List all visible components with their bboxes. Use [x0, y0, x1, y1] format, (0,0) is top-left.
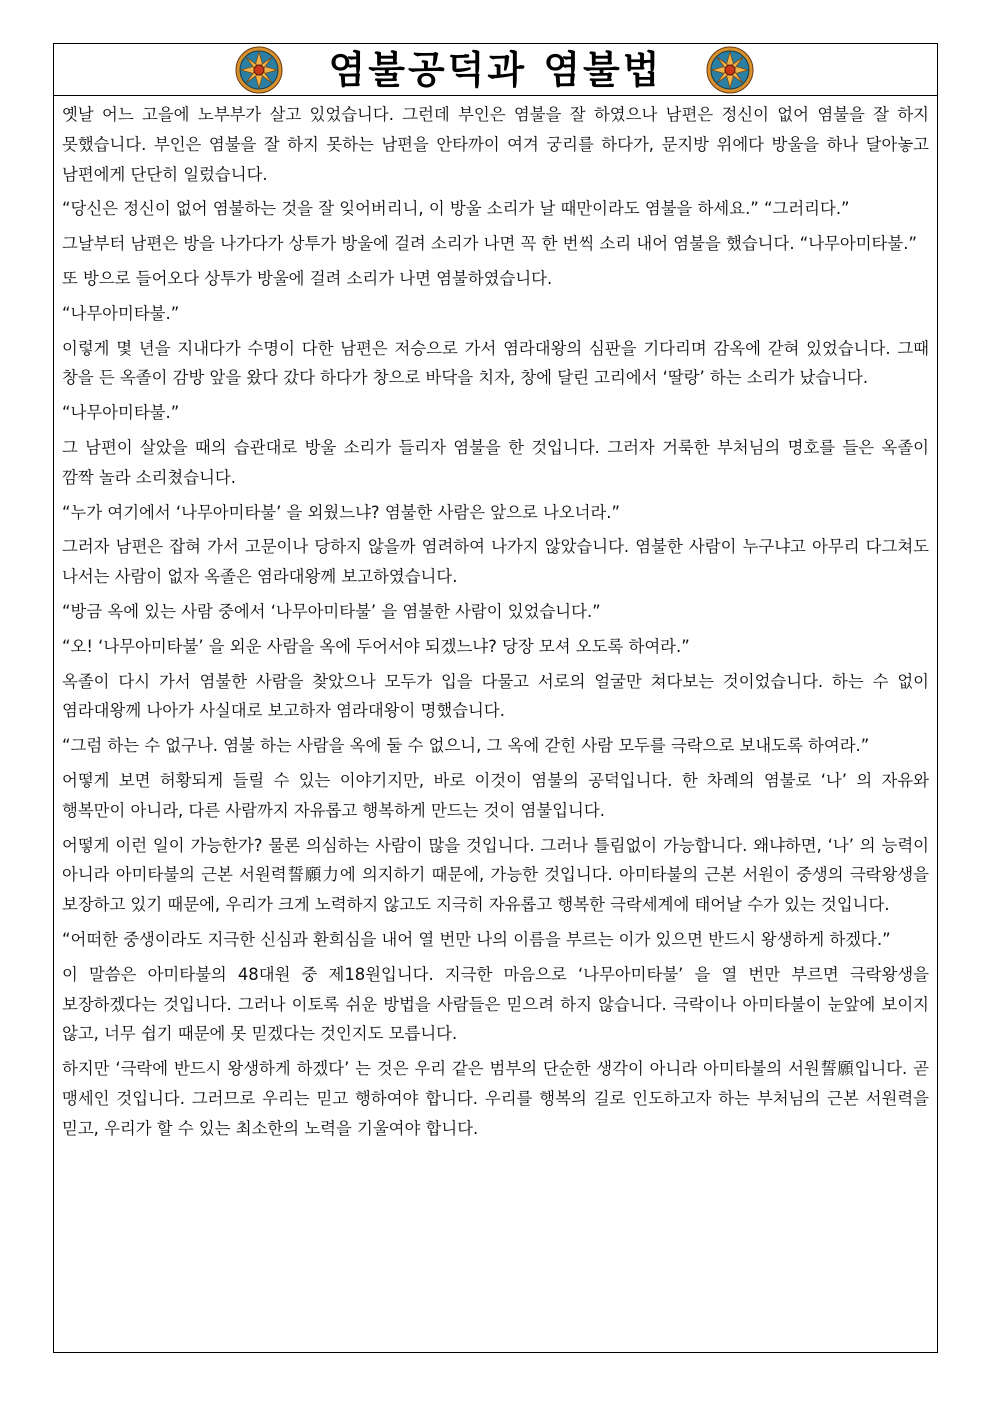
paragraph: 옥졸이 다시 가서 염불한 사람을 찾았으나 모두가 입을 다물고 서로의 얼굴만 쳐다보는 것이었습니다. 하는 수 없이 염라대왕께 나아가 사실대로 보고하자 염라대왕이 명했습니다.	[62, 671, 929, 721]
paragraph: 하지만 ‘극락에 반드시 왕생하게 하겠다’ 는 것은 우리 같은 범부의 단순한 생각이 아니라 아미타불의 서원誓願입니다. 곧 맹세인 것입니다. 그러므로 우리는 믿고 행하여야 합니다. 우리를 행복의 길로 인도하고자 하는 부처님의 근본 서원력을 믿고, 우리가 할 수 있는 최소한의 노력을 기울여야 합니다.	[62, 1059, 930, 1138]
title-bar	[54, 44, 937, 96]
paragraph: “오! ‘나무아미타불’ 을 외운 사람을 옥에 두어서야 되겠느냐? 당장 모셔 오도록 하여라.”	[62, 636, 690, 656]
paragraph: “나무아미타불.”	[62, 303, 180, 323]
paragraph: 어떻게 보면 허황되게 들릴 수 있는 이야기지만, 바로 이것이 염불의 공덕입니다. 한 차례의 염불로 ‘나’ 의 자유와 행복만이 아니라, 다른 사람까지 자유롭고 행복하게 만드는 것이 염불입니다.	[62, 770, 929, 820]
page-frame	[53, 43, 938, 1353]
paragraph: 이렇게 몇 년을 지내다가 수명이 다한 남편은 저승으로 가서 염라대왕의 심판을 기다리며 감옥에 갇혀 있었습니다. 그때 창을 든 옥졸이 감방 앞을 왔다 갔다 하다가 창으로 바닥을 치자, 창에 달린 고리에서 ‘딸랑’ 하는 소리가 났습니다.	[62, 338, 929, 388]
paragraph: 옛날 어느 고을에 노부부가 살고 있었습니다. 그런데 부인은 염불을 잘 하였으나 남편은 정신이 없어 염불을 잘 하지 못했습니다. 부인은 염불을 잘 하지 못하는 남편을 안타까이 여겨 궁리를 하다가, 문지방 위에다 방울을 하나 달아놓고 남편에게 단단히 일렀습니다.	[62, 105, 929, 184]
paragraph: 어떻게 이런 일이 가능한가? 물론 의심하는 사람이 많을 것입니다. 그러나 틀림없이 가능합니다. 왜냐하면, ‘나’ 의 능력이 아니라 아미타불의 근본 서원력誓願力에 의지하기 때문에, 가능한 것입니다. 아미타불의 근본 서원이 중생의 극락왕생을 보장하고 있기 때문에, 우리가 크게 노력하지 않고도 지극히 자유롭고 행복한 극락세계에 태어날 수가 있는 것입니다.	[62, 835, 929, 915]
paragraph: 그날부터 남편은 방을 나가다가 상투가 방울에 걸려 소리가 나면 꼭 한 번씩 소리 내어 염불을 했습니다. “나무아미타불.”	[62, 234, 917, 254]
lotus-mandala-icon	[706, 46, 754, 94]
paragraph: 그 남편이 살았을 때의 습관대로 방울 소리가 들리자 염불을 한 것입니다. 그러자 거룩한 부처님의 명호를 들은 옥졸이 깜짝 놀라 소리쳤습니다.	[62, 437, 929, 487]
article-body	[62, 100, 929, 1149]
paragraph: 또 방으로 들어오다 상투가 방울에 걸려 소리가 나면 염불하였습니다.	[62, 268, 553, 288]
paragraph: “나무아미타불.”	[62, 403, 180, 423]
paragraph: “누가 여기에서 ‘나무아미타불’ 을 외웠느냐? 염불한 사람은 앞으로 나오너라.”	[62, 502, 620, 522]
paragraph: “당신은 정신이 없어 염불하는 것을 잘 잊어버리니, 이 방울 소리가 날 때만이라도 염불을 하세요.” “그러리다.”	[62, 199, 850, 219]
paragraph: 그러자 남편은 잡혀 가서 고문이나 당하지 않을까 염려하여 나가지 않았습니다. 염불한 사람이 누구냐고 아무리 다그쳐도 나서는 사람이 없자 옥졸은 염라대왕께 보고하였습니다.	[62, 537, 929, 587]
paragraph: “그럼 하는 수 없구나. 염불 하는 사람을 옥에 둘 수 없으니, 그 옥에 갇힌 사람 모두를 극락으로 보내도록 하여라.”	[62, 736, 870, 756]
paragraph: 이 말씀은 아미타불의 48대원 중 제18원입니다. 지극한 마음으로 ‘나무아미타불’ 을 열 번만 부르면 극락왕생을 보장하겠다는 것입니다. 그러나 이토록 쉬운 방법을 사람들은 믿으려 하지 않습니다. 극락이나 아미타불이 눈앞에 보이지 않고, 너무 쉽기 때문에 못 믿겠다는 것인지도 모릅니다.	[62, 964, 929, 1044]
paragraph: “어떠한 중생이라도 지극한 신심과 환희심을 내어 열 번만 나의 이름을 부르는 이가 있으면 반드시 왕생하게 하겠다.”	[62, 929, 891, 949]
page-title: 염불공덕과 염불법	[328, 48, 663, 92]
paragraph: “방금 옥에 있는 사람 중에서 ‘나무아미타불’ 을 염불한 사람이 있었습니다.”	[62, 601, 601, 621]
